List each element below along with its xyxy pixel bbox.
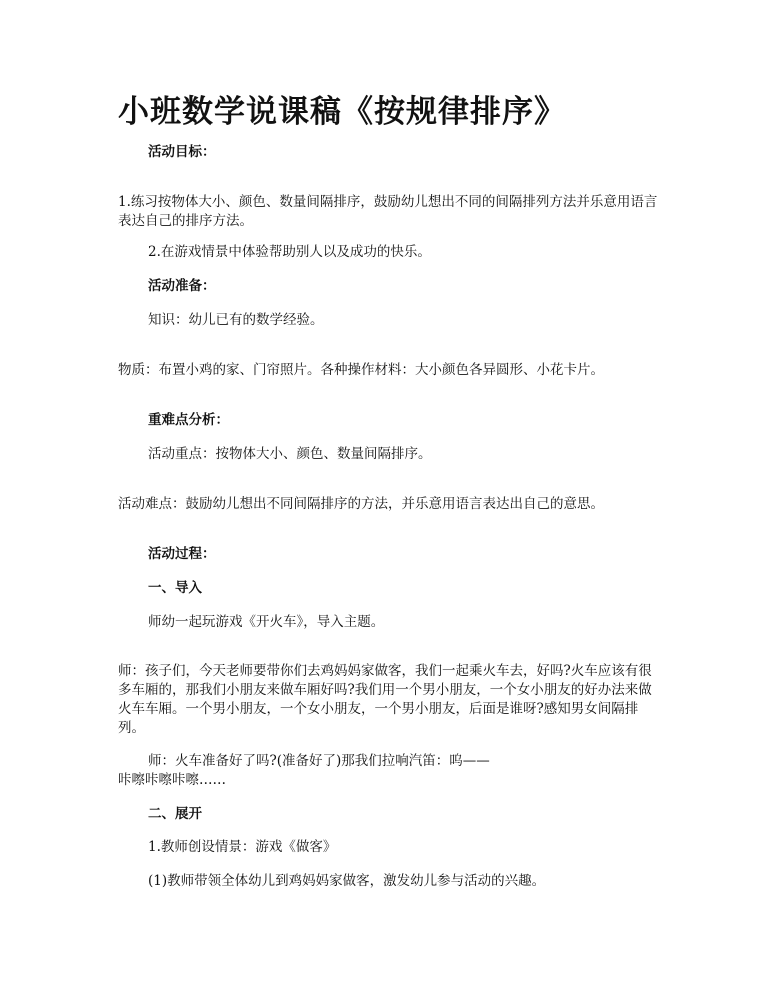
paragraph-visit: (1)教师带领全体幼儿到鸡妈妈家做客，激发幼儿参与活动的兴趣。	[148, 873, 546, 889]
heading-key-points: 重难点分析：	[148, 412, 229, 428]
heading-activity-goals: 活动目标：	[148, 144, 216, 160]
heading-activity-process: 活动过程：	[148, 546, 216, 562]
document-title: 小班数学说课稿《按规律排序》	[118, 94, 566, 130]
heading-development: 二、展开	[148, 806, 202, 822]
paragraph-scenario: 1.教师创设情景：游戏《做客》	[148, 839, 337, 855]
paragraph-materials: 物质：布置小鸡的家、门帘照片。各种操作材料：大小颜色各异圆形、小花卡片。	[118, 362, 604, 378]
paragraph-intro-game: 师幼一起玩游戏《开火车》，导入主题。	[148, 614, 385, 630]
heading-introduction: 一、导入	[148, 580, 202, 596]
paragraph-goal-1: 1.练习按物体大小、颜色、数量间隔排序，鼓励幼儿想出不同的间隔排列方法并乐意用语言表达自己的排序方法。	[118, 194, 658, 229]
heading-activity-preparation: 活动准备：	[148, 278, 216, 294]
paragraph-goal-2: 2.在游戏情景中体验帮助别人以及成功的快乐。	[148, 244, 431, 260]
paragraph-train-sound: 咔嚓咔嚓咔嚓……	[118, 772, 226, 788]
paragraph-difficulty: 活动难点：鼓励幼儿想出不同间隔排序的方法，并乐意用语言表达出自己的意思。	[118, 496, 604, 512]
paragraph-train-ready: 师：火车准备好了吗?(准备好了)那我们拉响汽笛：呜——	[148, 753, 490, 769]
paragraph-key-point: 活动重点：按物体大小、颜色、数量间隔排序。	[148, 446, 432, 462]
paragraph-knowledge: 知识：幼儿已有的数学经验。	[148, 312, 324, 328]
paragraph-teacher-dialogue: 师：孩子们，今天老师要带你们去鸡妈妈家做客，我们一起乘火车去，好吗?火车应该有很多车厢的，那我们小朋友来做车厢好吗?我们用一个男小朋友，一个女小朋友的好办法来做火车车厢。一个男小朋友，一个女小朋友，一个男小朋友，后面是谁呀?感知男女间隔排列。	[118, 663, 652, 736]
